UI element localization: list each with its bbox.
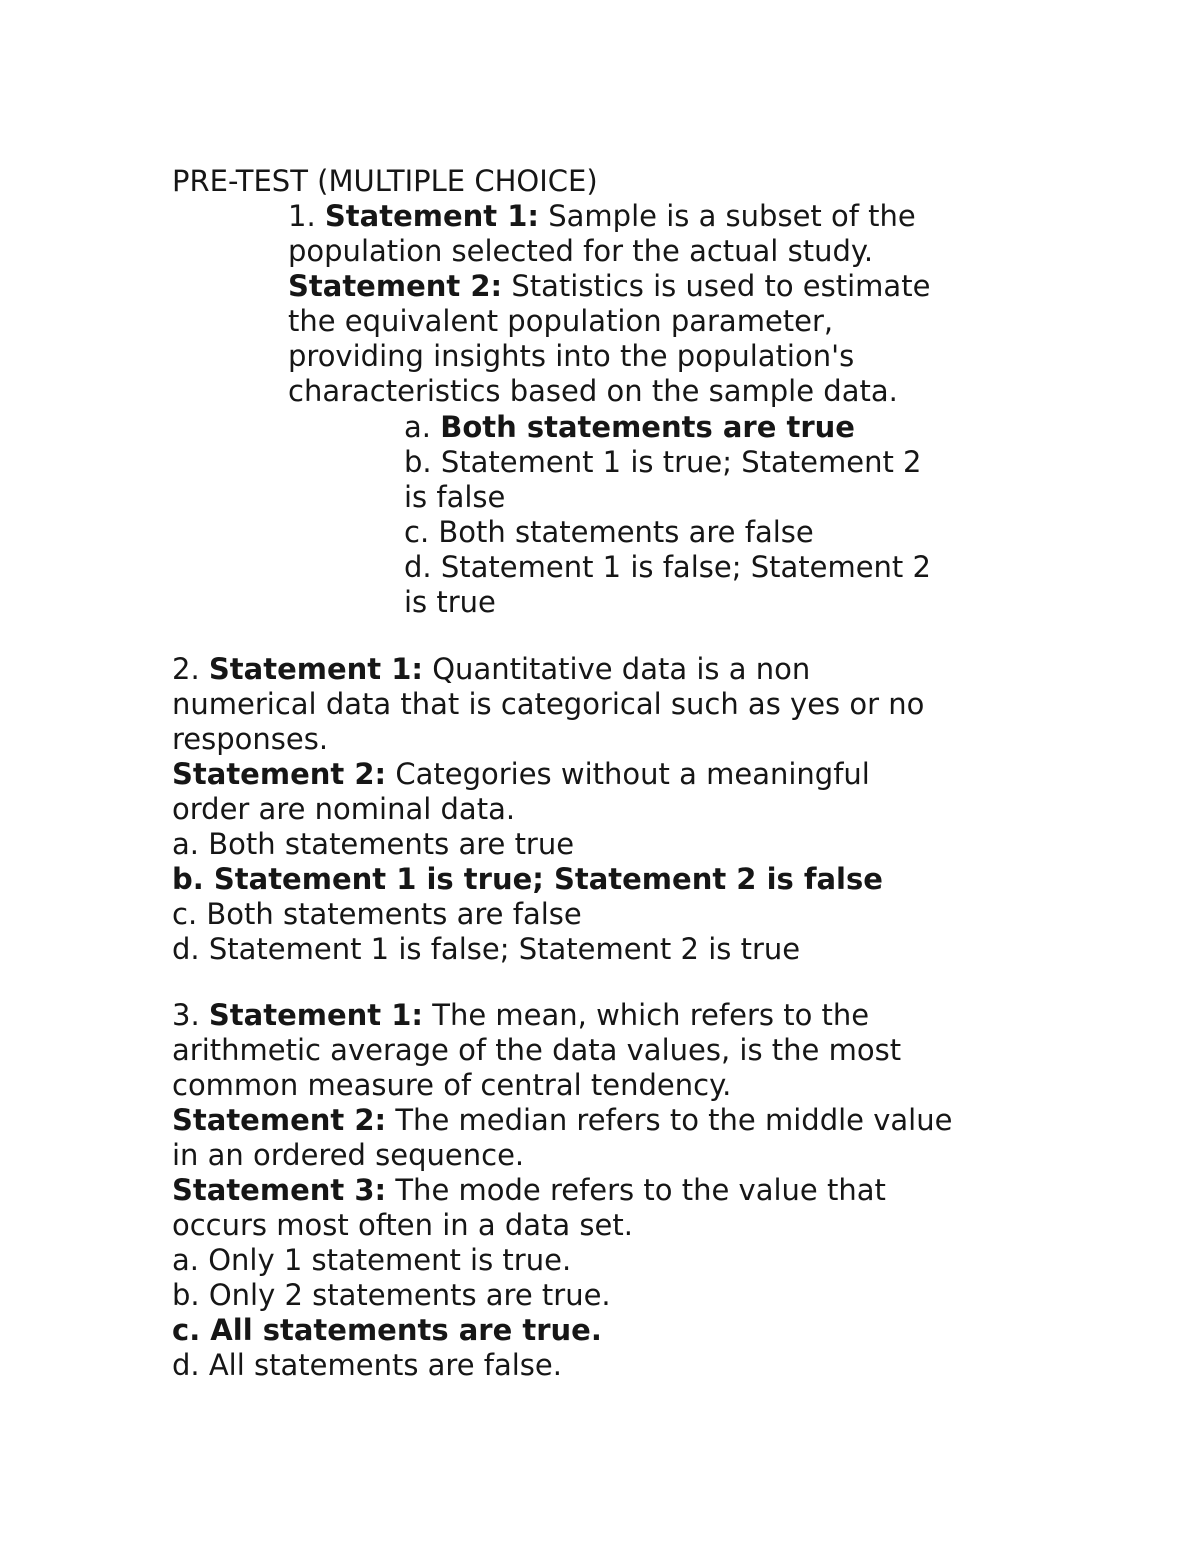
q2-statement-2-line-2: order are nominal data. — [172, 792, 516, 826]
q3-statement-2-line-1 — [172, 1103, 1072, 1138]
question-1 — [288, 199, 1088, 409]
question-3 — [172, 998, 1072, 1383]
q2-statement-1-line-3: responses. — [172, 722, 329, 756]
q1-statement-2-line-3: providing insights into the population's — [288, 339, 855, 373]
q1-statement-1-text: Sample is a subset of the — [548, 199, 916, 233]
q2-option-a: a. Both statements are true — [172, 827, 575, 861]
q1-option-a-letter: a. — [404, 410, 431, 444]
q2-option-d: d. Statement 1 is false; Statement 2 is true — [172, 932, 801, 966]
page-title: PRE-TEST (MULTIPLE CHOICE) — [172, 164, 598, 198]
q3-statement-2-line-2: in an ordered sequence. — [172, 1138, 525, 1172]
q1-number: 1. — [288, 199, 316, 233]
q2-statement-2-label: Statement 2: — [172, 757, 387, 791]
q2-option-c: c. Both statements are false — [172, 897, 582, 931]
q3-option-c-text: c. All statements are true. — [172, 1313, 602, 1347]
q3-statement-2-label: Statement 2: — [172, 1103, 387, 1137]
q1-option-a — [404, 410, 1104, 445]
q3-statement-3-line-1 — [172, 1173, 1072, 1208]
q2-statement-1-text: Quantitative data is a non — [432, 652, 811, 686]
q2-statement-1-line-1 — [172, 652, 1072, 687]
q2-option-b — [172, 862, 1072, 897]
q1-statement-2-text: Statistics is used to estimate — [511, 269, 931, 303]
q3-option-b: b. Only 2 statements are true. — [172, 1278, 611, 1312]
q1-statement-1-label: Statement 1: — [324, 199, 540, 233]
q3-number: 3. — [172, 998, 200, 1032]
q3-statement-3-text: The mode refers to the value that — [395, 1173, 886, 1207]
q3-option-a: a. Only 1 statement is true. — [172, 1243, 572, 1277]
q1-statement-2-line-1 — [288, 269, 1088, 304]
q3-statement-1-line-1 — [172, 998, 1072, 1033]
question-2 — [172, 652, 1072, 967]
q2-number: 2. — [172, 652, 200, 686]
q1-option-b-line-1: b. Statement 1 is true; Statement 2 — [404, 445, 922, 479]
q1-option-b-line-2: is false — [404, 480, 506, 514]
q3-statement-1-text: The mean, which refers to the — [432, 998, 870, 1032]
q3-option-d: d. All statements are false. — [172, 1348, 562, 1382]
q1-option-a-text: Both statements are true — [440, 410, 855, 444]
q3-statement-3-line-2: occurs most often in a data set. — [172, 1208, 633, 1242]
q1-statement-2-line-2: the equivalent population parameter, — [288, 304, 834, 338]
question-1-options — [404, 410, 1104, 620]
q2-option-b-text: b. Statement 1 is true; Statement 2 is false — [172, 862, 883, 896]
q1-statement-1-line-1 — [288, 199, 1088, 234]
q1-statement-2-label: Statement 2: — [288, 269, 503, 303]
q2-statement-2-text: Categories without a meaningful — [395, 757, 870, 791]
q3-statement-1-line-3: common measure of central tendency. — [172, 1068, 732, 1102]
q1-statement-2-line-4: characteristics based on the sample data. — [288, 374, 898, 408]
q2-statement-1-label: Statement 1: — [208, 652, 424, 686]
q3-option-c — [172, 1313, 1072, 1348]
q3-statement-3-label: Statement 3: — [172, 1173, 387, 1207]
q1-option-d-line-2: is true — [404, 585, 496, 619]
q3-statement-1-line-2: arithmetic average of the data values, is the most — [172, 1033, 902, 1067]
q1-option-c: c. Both statements are false — [404, 515, 814, 549]
q2-statement-2-line-1 — [172, 757, 1072, 792]
q1-statement-1-line-2: population selected for the actual study. — [288, 234, 874, 268]
q3-statement-2-text: The median refers to the middle value — [395, 1103, 953, 1137]
q3-statement-1-label: Statement 1: — [208, 998, 424, 1032]
q1-option-d-line-1: d. Statement 1 is false; Statement 2 — [404, 550, 931, 584]
q2-statement-1-line-2: numerical data that is categorical such as yes or no — [172, 687, 925, 721]
